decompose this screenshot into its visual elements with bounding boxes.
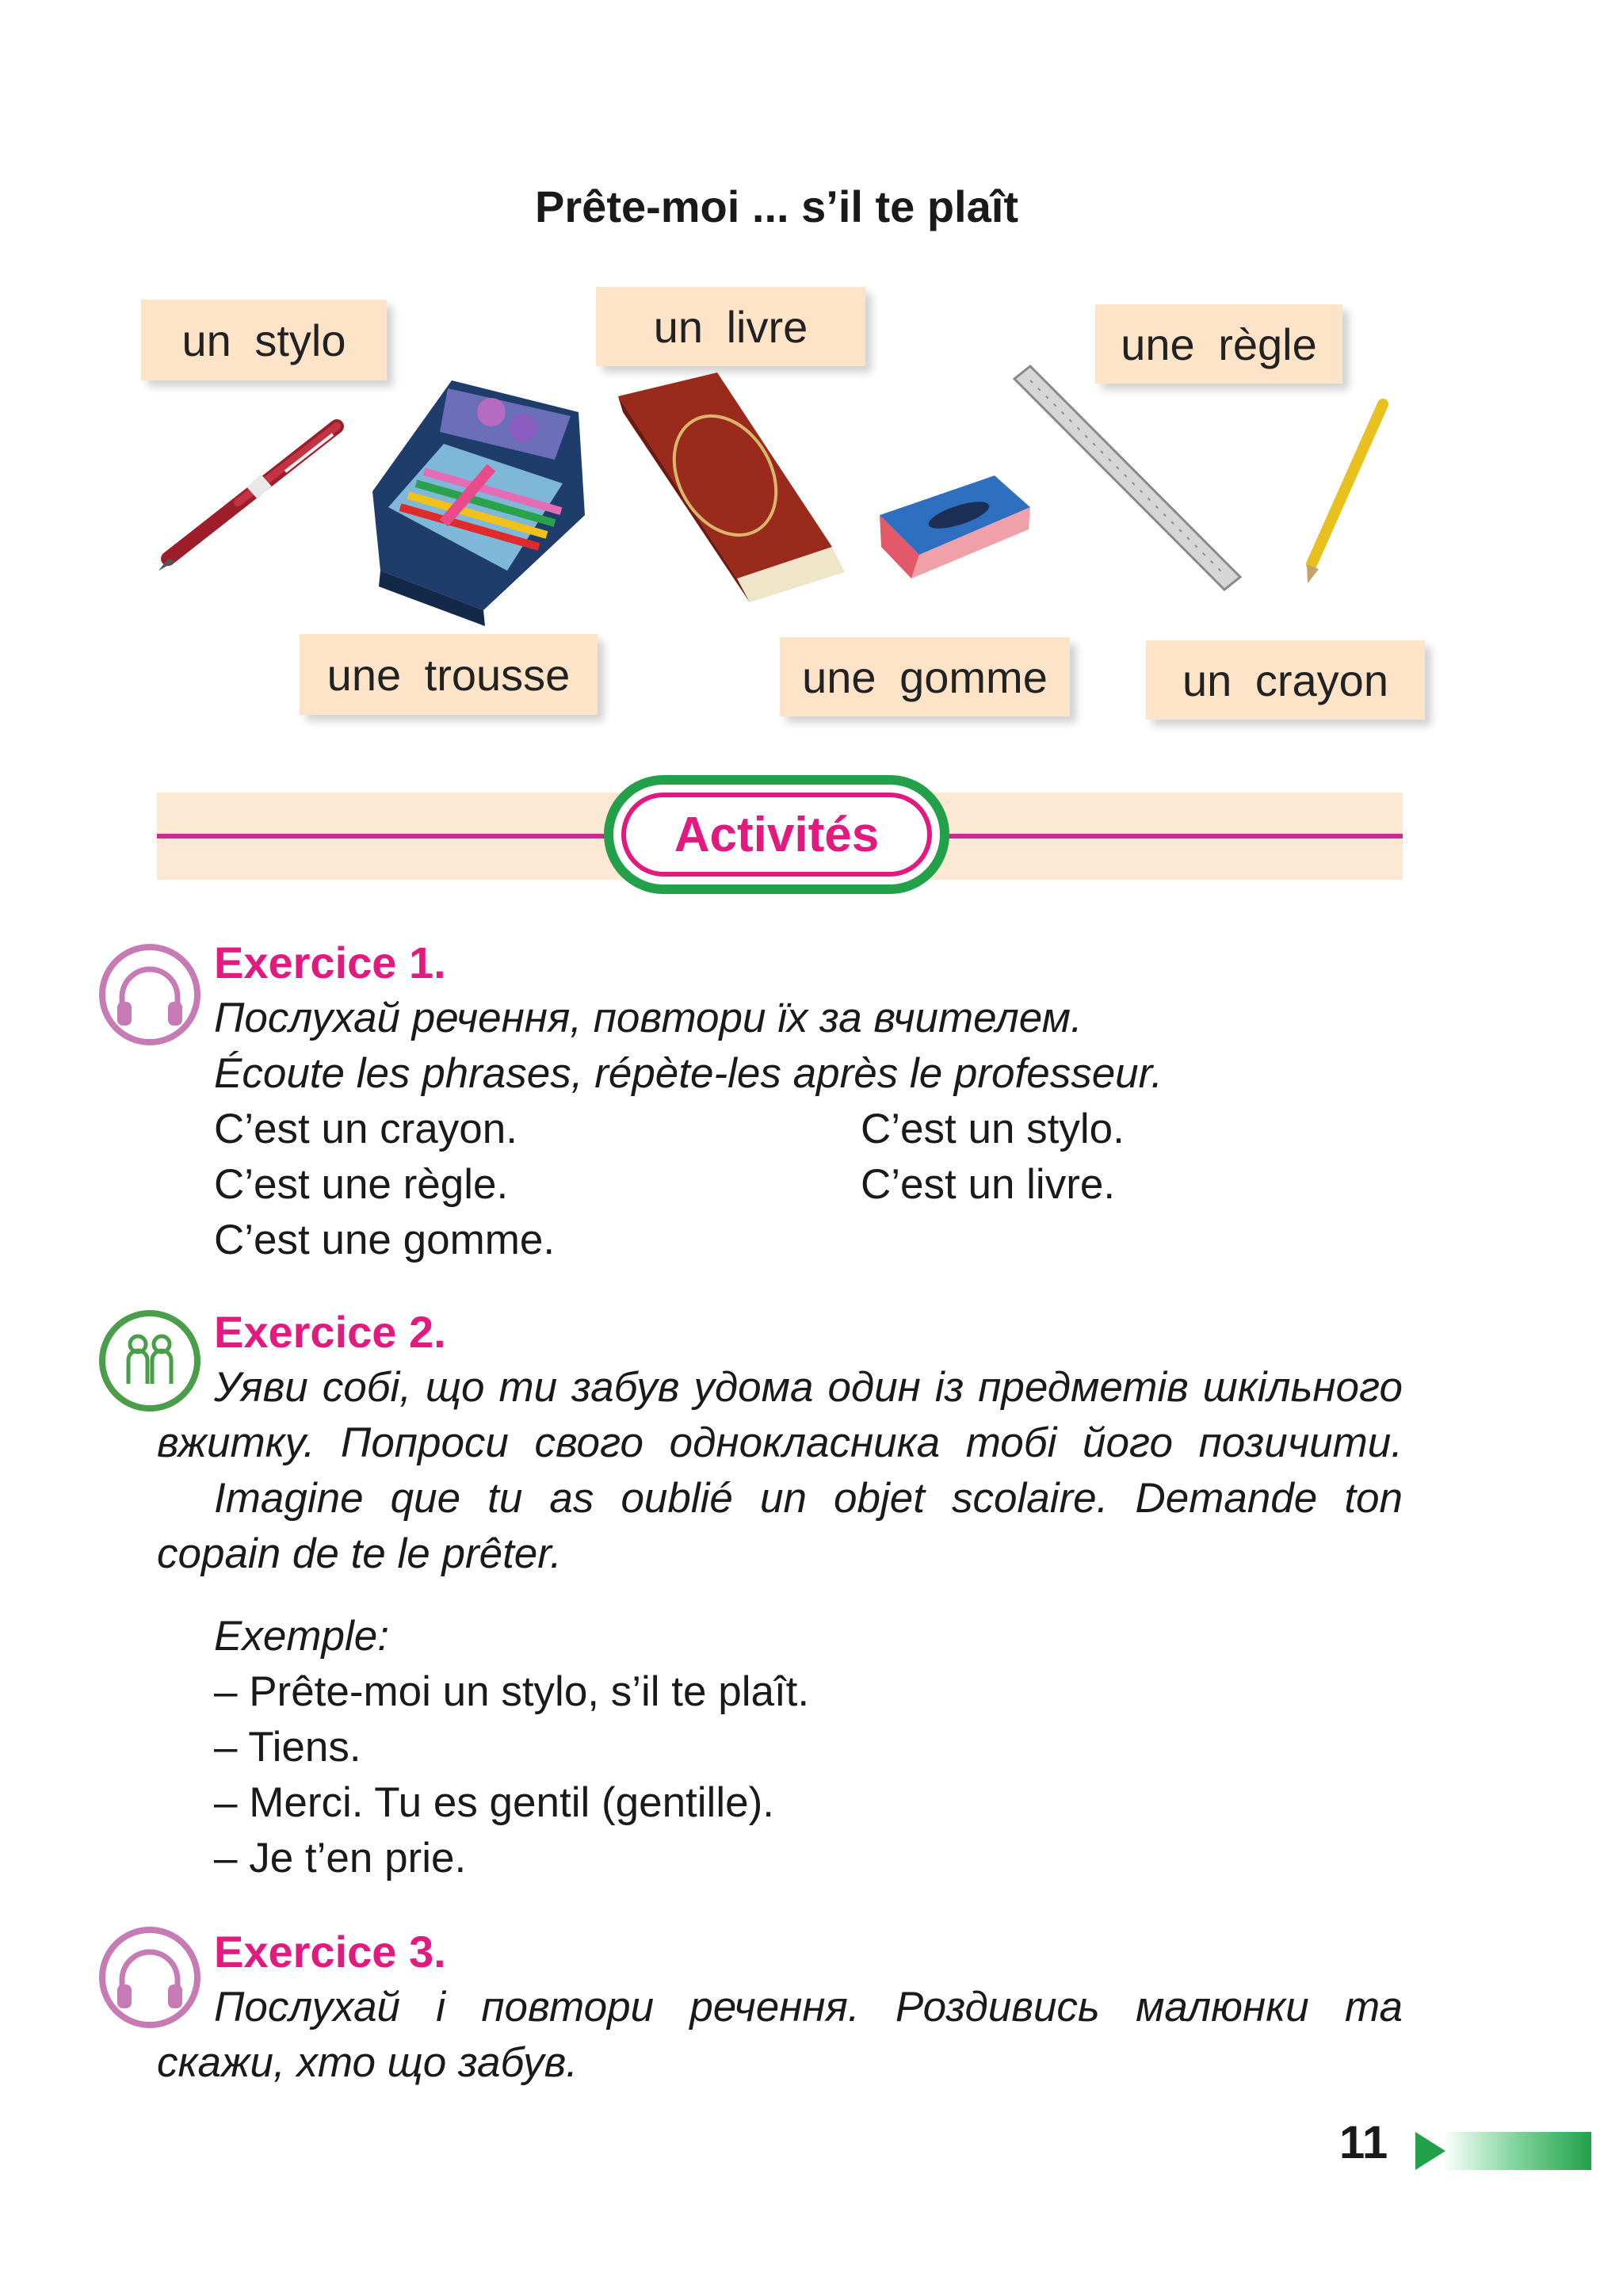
headphones-icon bbox=[97, 942, 203, 1048]
vocab-label-trousse: une trousse bbox=[300, 634, 598, 715]
exercise1-sentence: C’est un livre. bbox=[861, 1161, 1116, 1208]
vocab-label-stylo: un stylo bbox=[141, 300, 387, 380]
page-title: Prête-moi ... s’il te plaît bbox=[535, 181, 1018, 231]
exercise3-instruction-uk: Послухай і повтори речення. Роздивись малюнки та bbox=[214, 1984, 1403, 2030]
dialogue-line: – Je t’en prie. bbox=[214, 1835, 467, 1881]
pen-image bbox=[158, 426, 337, 571]
exercise1-sentence: C’est un stylo. bbox=[861, 1106, 1125, 1152]
exercise3-instruction-uk: скажи, хто що забув. bbox=[157, 2039, 579, 2086]
exercise2-instruction-fr: Imagine que tu as oublié un objet scolaire. Demande ton bbox=[214, 1475, 1403, 1522]
exercise1-title: Exercice 1. bbox=[214, 938, 446, 988]
exercise3-title: Exercice 3. bbox=[214, 1927, 446, 1977]
activities-banner bbox=[604, 775, 949, 894]
page-number: 11 bbox=[1339, 2117, 1388, 2168]
exercise1-sentence: C’est une règle. bbox=[214, 1161, 509, 1208]
page-number-arrow-icon bbox=[1411, 2130, 1593, 2172]
dialogue-line: – Merci. Tu es gentil (gentille). bbox=[214, 1779, 774, 1826]
exercise2-title: Exercice 2. bbox=[214, 1307, 446, 1357]
exercise1-sentence: C’est un crayon. bbox=[214, 1106, 517, 1152]
ruler-image bbox=[1014, 366, 1240, 590]
exercise2-instruction-uk: вжитку. Попроси свого однокласника тобі його позичити. bbox=[157, 1419, 1403, 1466]
vocab-label-crayon: un crayon bbox=[1146, 640, 1425, 720]
dialogue-line: – Prête-moi un stylo, s’il te plaît. bbox=[214, 1668, 810, 1715]
example-label: Exemple: bbox=[214, 1613, 389, 1660]
vocab-label-regle: une règle bbox=[1095, 304, 1342, 384]
eraser-image bbox=[880, 476, 1030, 579]
exercise2-instruction-fr: copain de te le prêter. bbox=[157, 1530, 562, 1577]
exercise1-instruction-fr: Écoute les phrases, répète-les après le professeur. bbox=[214, 1050, 1163, 1097]
exercise1-instruction-uk: Послухай речення, повтори їх за вчителем. bbox=[214, 995, 1083, 1041]
vocab-label-gomme: une gomme bbox=[780, 637, 1070, 716]
dialogue-line: – Tiens. bbox=[214, 1724, 361, 1771]
exercise2-instruction-uk: Уяви собі, що ти забув удома один із предметів шкільного bbox=[214, 1364, 1403, 1411]
exercise1-sentence: C’est une gomme. bbox=[214, 1217, 556, 1263]
activities-label: Activités bbox=[621, 793, 932, 877]
pair-work-icon bbox=[97, 1308, 203, 1414]
headphones-icon bbox=[97, 1924, 203, 2030]
school-supplies-illustration bbox=[0, 0, 1623, 793]
pencil-case-image bbox=[372, 380, 585, 626]
book-image bbox=[618, 372, 845, 602]
pencil-image bbox=[1307, 404, 1383, 583]
vocab-label-livre: un livre bbox=[596, 287, 865, 366]
